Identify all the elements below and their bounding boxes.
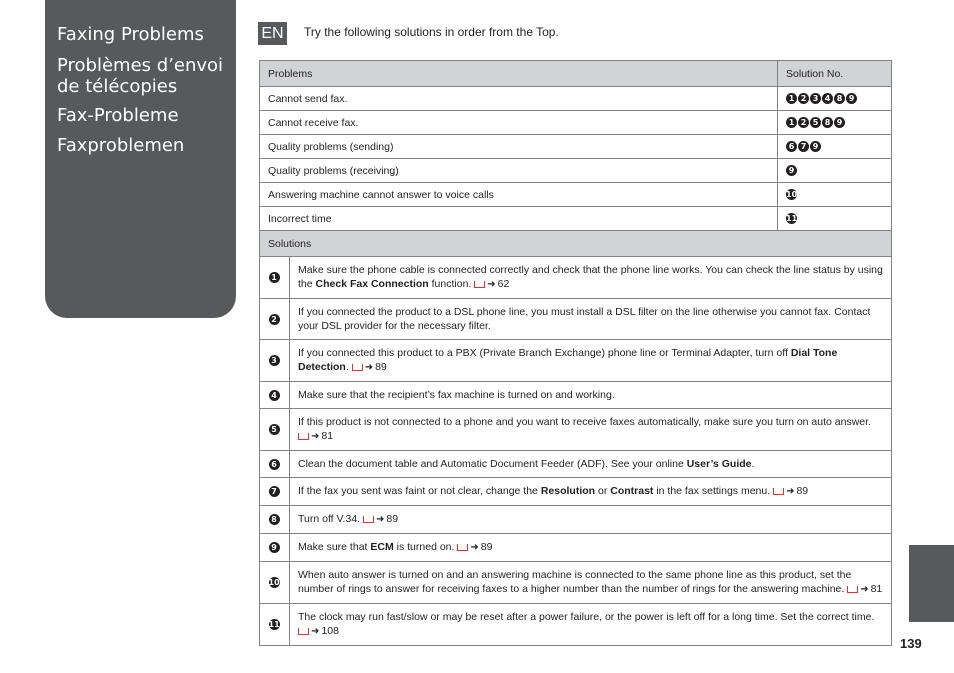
solution-text: [290, 382, 892, 409]
solution-num-cell: [260, 534, 290, 562]
solution-row: [260, 409, 892, 451]
bold-term: Check Fax Connection: [315, 278, 429, 290]
page-reference[interactable]: [773, 485, 808, 497]
solution-number-icon: 1: [786, 117, 797, 128]
solution-number-icon: 8: [822, 117, 833, 128]
reference-page: 89: [480, 541, 493, 553]
solution-row: [260, 451, 892, 478]
text-run: .: [751, 458, 755, 470]
solution-number-icon: 11: [786, 214, 798, 224]
solution-number-icon: 9: [810, 141, 821, 152]
text-run: Make sure the phone cable is connected correctly and check that the phone line works. You can check the line status by using the: [298, 264, 883, 290]
solutions-header-row: [260, 231, 892, 257]
problem-row: [260, 111, 892, 135]
solution-text: [290, 409, 892, 451]
book-icon: [474, 281, 485, 288]
problem-solutions: [778, 183, 892, 207]
text-run: is turned on.: [393, 541, 458, 553]
heading-nl: Faxproblemen: [57, 135, 185, 156]
arrow-right-icon: ➜: [311, 431, 320, 442]
heading-fr: Problèmes d’envoi de télécopies: [57, 55, 224, 97]
problem-text: Answering machine cannot answer to voice calls: [260, 183, 778, 207]
solution-number-icon: 1: [269, 272, 280, 283]
solutions-header: Solutions: [260, 231, 892, 257]
solution-row: [260, 562, 892, 604]
solution-text: [290, 534, 892, 562]
solution-num-cell: [260, 409, 290, 451]
solution-num-cell: [260, 478, 290, 506]
solution-number-icon: 10: [786, 190, 798, 200]
book-icon: [457, 544, 468, 551]
solution-number-icon: 8: [269, 514, 280, 525]
problem-row: [260, 207, 892, 231]
text-run: Make sure that the recipient’s fax machine is turned on and working.: [298, 389, 615, 401]
problem-solutions: [778, 159, 892, 183]
problem-row: [260, 135, 892, 159]
solution-text: [290, 478, 892, 506]
bold-term: User’s Guide: [686, 458, 752, 470]
solution-num-cell: [260, 382, 290, 409]
page-reference[interactable]: [457, 541, 492, 553]
solution-number-icon: 2: [798, 117, 809, 128]
page-reference[interactable]: [474, 278, 509, 290]
problems-header-row: [260, 61, 892, 87]
text-run: If you connected the product to a DSL phone line, you must install a DSL filter on the line otherwise you cannot fax. Contact your DSL provider for the necessary filter.: [298, 306, 871, 332]
text-run: Make sure that: [298, 541, 371, 553]
solution-number-icon: 1: [786, 93, 797, 104]
solution-text: [290, 340, 892, 382]
solution-number-icon: 11: [268, 620, 280, 630]
arrow-right-icon: ➜: [311, 626, 320, 637]
solution-number-icon: 3: [810, 93, 821, 104]
solution-number-icon: 9: [269, 542, 280, 553]
page-reference[interactable]: [847, 583, 882, 595]
solution-row: [260, 534, 892, 562]
problem-text: Incorrect time: [260, 207, 778, 231]
solution-num-cell: [260, 257, 290, 299]
page-reference[interactable]: [363, 513, 398, 525]
solution-text: [290, 451, 892, 478]
solution-text: [290, 506, 892, 534]
solution-number-icon: 5: [269, 424, 280, 435]
bold-term: Contrast: [610, 485, 654, 497]
solution-number-icon: 9: [846, 93, 857, 104]
text-run: The clock may run fast/slow or may be reset after a power failure, or the power is left off for a long time. Set the correct time.: [298, 611, 875, 623]
arrow-right-icon: ➜: [860, 584, 869, 595]
problem-solutions: [778, 111, 892, 135]
page-reference[interactable]: [298, 430, 333, 442]
solution-number-icon: 2: [269, 314, 280, 325]
text-run: .: [345, 361, 352, 373]
reference-page: 62: [497, 278, 510, 290]
page-number: 139: [900, 636, 922, 651]
reference-page: 89: [796, 485, 809, 497]
solution-row: [260, 478, 892, 506]
reference-page: 108: [321, 625, 339, 637]
problem-solutions: [778, 135, 892, 159]
heading-en: Faxing Problems: [57, 24, 204, 45]
bold-term: Resolution: [540, 485, 596, 497]
solution-number-icon: 6: [269, 459, 280, 470]
bold-term: ECM: [370, 541, 394, 553]
problem-solutions: [778, 87, 892, 111]
solution-number-icon: 7: [798, 141, 809, 152]
bold-term: Dial Tone Detection: [298, 347, 838, 373]
book-icon: [363, 516, 374, 523]
solution-num-cell: [260, 562, 290, 604]
text-run: Clean the document table and Automatic Document Feeder (ADF). See your online: [298, 458, 687, 470]
solution-number-icon: 10: [268, 578, 280, 588]
solution-row: [260, 506, 892, 534]
text-run: Turn off V.34.: [298, 513, 363, 525]
reference-page: 81: [321, 430, 334, 442]
solution-row: [260, 299, 892, 340]
problem-row: [260, 87, 892, 111]
problem-text: Quality problems (receiving): [260, 159, 778, 183]
solution-num-cell: [260, 451, 290, 478]
book-icon: [298, 628, 309, 635]
solution-text: [290, 299, 892, 340]
page-reference[interactable]: [352, 361, 387, 373]
solution-header: Solution No.: [778, 61, 892, 87]
solution-number-icon: 4: [269, 390, 280, 401]
solution-number-icon: 3: [269, 355, 280, 366]
arrow-right-icon: ➜: [364, 362, 374, 373]
reference-page: 81: [870, 583, 883, 595]
heading-de: Fax-Probleme: [57, 105, 179, 126]
problem-text: Cannot receive fax.: [260, 111, 778, 135]
page-reference[interactable]: [298, 625, 339, 637]
problem-text: Quality problems (sending): [260, 135, 778, 159]
solution-row: [260, 382, 892, 409]
solution-num-cell: [260, 340, 290, 382]
section-tab: [909, 545, 954, 622]
solution-row: [260, 604, 892, 646]
solution-text: [290, 604, 892, 646]
solution-row: [260, 257, 892, 299]
problem-solutions: [778, 207, 892, 231]
solution-number-icon: 7: [269, 486, 280, 497]
problem-text: Cannot send fax.: [260, 87, 778, 111]
text-run: If this product is not connected to a phone and you want to receive faxes automatically, make sure you turn on auto answer.: [298, 416, 871, 428]
problems-header: Problems: [260, 61, 778, 87]
solution-number-icon: 8: [834, 93, 845, 104]
arrow-right-icon: ➜: [376, 514, 385, 525]
book-icon: [352, 364, 363, 371]
book-icon: [298, 433, 309, 440]
text-run: If you connected this product to a PBX (Private Branch Exchange) phone line or Terminal Adapter, turn off: [298, 347, 791, 359]
text-run: If the fax you sent was faint or not clear, change the: [298, 485, 541, 497]
reference-page: 89: [375, 361, 387, 373]
solution-number-icon: 5: [810, 117, 821, 128]
troubleshooting-table: [259, 60, 892, 646]
solution-num-cell: [260, 299, 290, 340]
solution-num-cell: [260, 604, 290, 646]
solution-number-icon: 9: [786, 165, 797, 176]
solution-number-icon: 4: [822, 93, 833, 104]
solution-number-icon: 6: [786, 141, 797, 152]
problem-row: [260, 159, 892, 183]
text-run: or: [595, 485, 611, 497]
book-icon: [847, 586, 858, 593]
solution-number-icon: 9: [834, 117, 845, 128]
text-run: in the fax settings menu.: [653, 485, 774, 497]
problem-row: [260, 183, 892, 207]
book-icon: [773, 488, 784, 495]
solution-text: [290, 562, 892, 604]
arrow-right-icon: ➜: [470, 542, 479, 553]
language-tag: EN: [258, 22, 287, 45]
arrow-right-icon: ➜: [786, 486, 795, 497]
arrow-right-icon: ➜: [487, 279, 496, 290]
sidebar-panel: [45, 0, 236, 318]
text-run: When auto answer is turned on and an answering machine is connected to the same phone line as this product, set the number of rings to answer for receiving faxes to a higher number than the number of rings for the answering machine.: [298, 569, 852, 595]
solution-text: [290, 257, 892, 299]
solution-number-icon: 2: [798, 93, 809, 104]
intro-text: Try the following solutions in order from the Top.: [304, 25, 559, 39]
solution-num-cell: [260, 506, 290, 534]
reference-page: 89: [386, 513, 399, 525]
solution-row: [260, 340, 892, 382]
text-run: function.: [428, 278, 475, 290]
